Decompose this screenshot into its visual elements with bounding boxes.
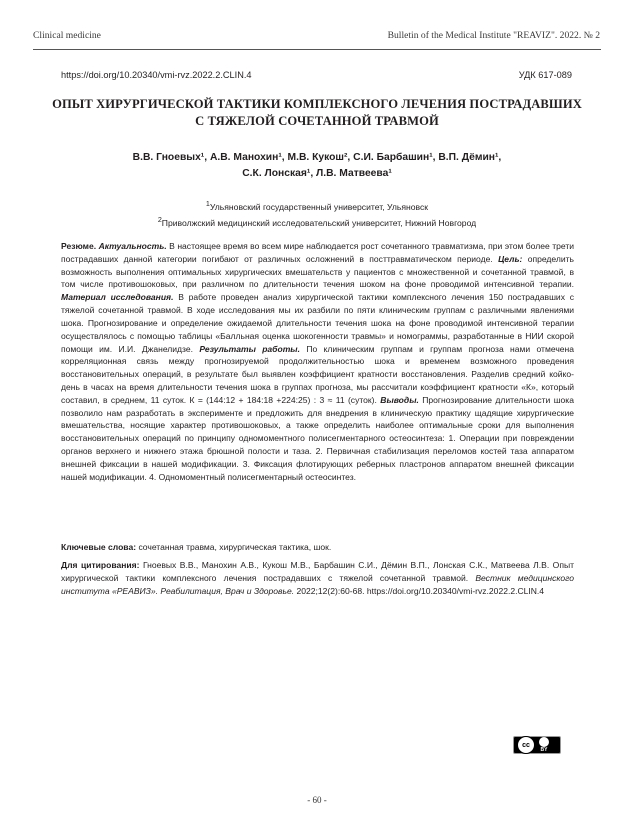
- goal-label: Цель:: [498, 253, 523, 264]
- affiliations: [60, 198, 574, 231]
- keywords: [61, 541, 574, 554]
- citation-url[interactable]: https://doi.org/10.20340/vmi-rvz.2022.2.CLIN.4: [366, 585, 545, 596]
- authors-line-2: С.К. Лонская¹, Л.В. Матвеева¹: [242, 168, 392, 179]
- affiliation-2: $^2$Приволжский медицинский исследовательский университет, Нижний Новгород: [157, 216, 477, 229]
- author-list: [70, 150, 564, 182]
- header-divider: [33, 49, 601, 50]
- udc-code: УДК 617-089: [518, 70, 572, 80]
- results-label: Результаты работы.: [199, 343, 300, 354]
- conclusions-text: Прогнозирование длительности шока позволило нам разработать в эксперименте и предложить для внедрения в клиническую практику щадящие хирургические вмешательства, носящие характер противошоковых, а также определить наиболее оптимальные сроки для выполнения восстановительных операций по принципу одномоментного полисегментарного остеосинтеза: 1. Операции при повреждении органов верхнего и нижнего этажа брюшной полости и таза. 2. Первичная стабилизация переломов костей таза аппаратом внешней фиксации в нашей модификации. 3. Фиксация флотирующих реберных пластронов аппаратом внешней фиксации нашей модификации. 4. Одномоментный полисегментарный остеосинтез.: [61, 394, 574, 482]
- article-title: [40, 96, 594, 129]
- cc-by-license-badge[interactable]: [513, 736, 561, 754]
- page-number: - 60 -: [307, 795, 327, 805]
- keywords-label: Ключевые слова:: [61, 542, 137, 552]
- goal-text: определить возможность выполнения оптимальных хирургических вмешательств у пациентов с множественной и сочетанной травмой, в том числе противошоковых, при различном по длительности течения шоком на фоне проводимой интенсивной терапии.: [61, 253, 575, 290]
- abstract-label: Резюме.: [61, 241, 97, 251]
- authors-line-1: В.В. Гноевых¹, А.В. Манохин¹, М.В. Кукош², С.И. Барбашин¹, В.П. Дёмин¹,: [132, 152, 502, 163]
- citation-text: Гноевых В.В., Манохин А.В., Кукош М.В., Барбашин С.И., Дёмин В.П., Лонская С.К., Матвеева Л.В. Опыт хирургической тактики комплексного лечения пострадавших с тяжелой сочетанной травмой.: [61, 560, 575, 583]
- title-line-1: ОПЫТ ХИРУРГИЧЕСКОЙ ТАКТИКИ КОМПЛЕКСНОГО ЛЕЧЕНИЯ ПОСТРАДАВШИХ: [52, 97, 582, 111]
- running-header-journal: Bulletin of the Medical Institute "REAVIZ". 2022. № 2: [387, 30, 600, 41]
- citation-label: Для цитирования:: [61, 560, 140, 570]
- cc-icon: cc: [517, 736, 535, 754]
- relevance-text: В настоящее время во всем мире наблюдается рост сочетанного травматизма, при этом более трети пострадавших данной категории погибают от различных осложнений в посттравматическом периоде.: [61, 241, 575, 264]
- doi-link[interactable]: https://doi.org/10.20340/vmi-rvz.2022.2.CLIN.4: [61, 70, 252, 80]
- results-text: По клиническим группам и группам прогноза нами отмечена корреляционная связь между прогнозируемой продолжительностью шока и временем возможного проведения восстановительных операций, в результате был выявлен коэффициент кратности восстановления. Разделив средний койко-день в часах на время длительности течения шока в группах прогноза, мы рассчитали коэффициент кратности «К», который составил, в среднем, 11 суток. К = (144:12 + 184:18 +224:25) : 3 ≈ 11 (суток).: [61, 343, 575, 405]
- person-icon: [539, 737, 549, 747]
- relevance-label: Актуальность.: [98, 241, 167, 251]
- material-text: В работе проведен анализ хирургической тактики комплексного лечения 150 пострадавших с тяжелой сочетанной травмой. В ходе исследования мы их разбили по пяти клиническим группам с различными явлениями шока. Прогнозирование и определение ожидаемой длительности течения шока на фоне проводимой интенсивной терапии осуществлялось с помощью таблицы «Балльная оценка шокогенности травмы» и номограммы, разработанные в НИИ скорой помощи им. И.И. Джанелидзе.: [61, 292, 574, 354]
- citation-journal: Вестник медицинского института «РЕАВИЗ». Реабилитация, Врач и Здоровье.: [61, 572, 574, 596]
- by-icon-group: [539, 737, 549, 753]
- conclusions-label: Выводы.: [380, 394, 419, 405]
- by-label: BY: [540, 747, 548, 753]
- affiliation-1: $^1$Ульяновский государственный университет, Ульяновск: [205, 200, 429, 212]
- citation-issue: 2022;12(2):60-68.: [296, 585, 365, 596]
- running-header-section: Clinical medicine: [33, 30, 101, 41]
- abstract: [61, 240, 574, 483]
- title-line-2: С ТЯЖЕЛОЙ СОЧЕТАННОЙ ТРАВМОЙ: [195, 113, 439, 128]
- material-label: Материал исследования.: [61, 292, 174, 303]
- keywords-text: сочетанная травма, хирургическая тактика, шок.: [138, 542, 332, 552]
- citation: [61, 559, 574, 597]
